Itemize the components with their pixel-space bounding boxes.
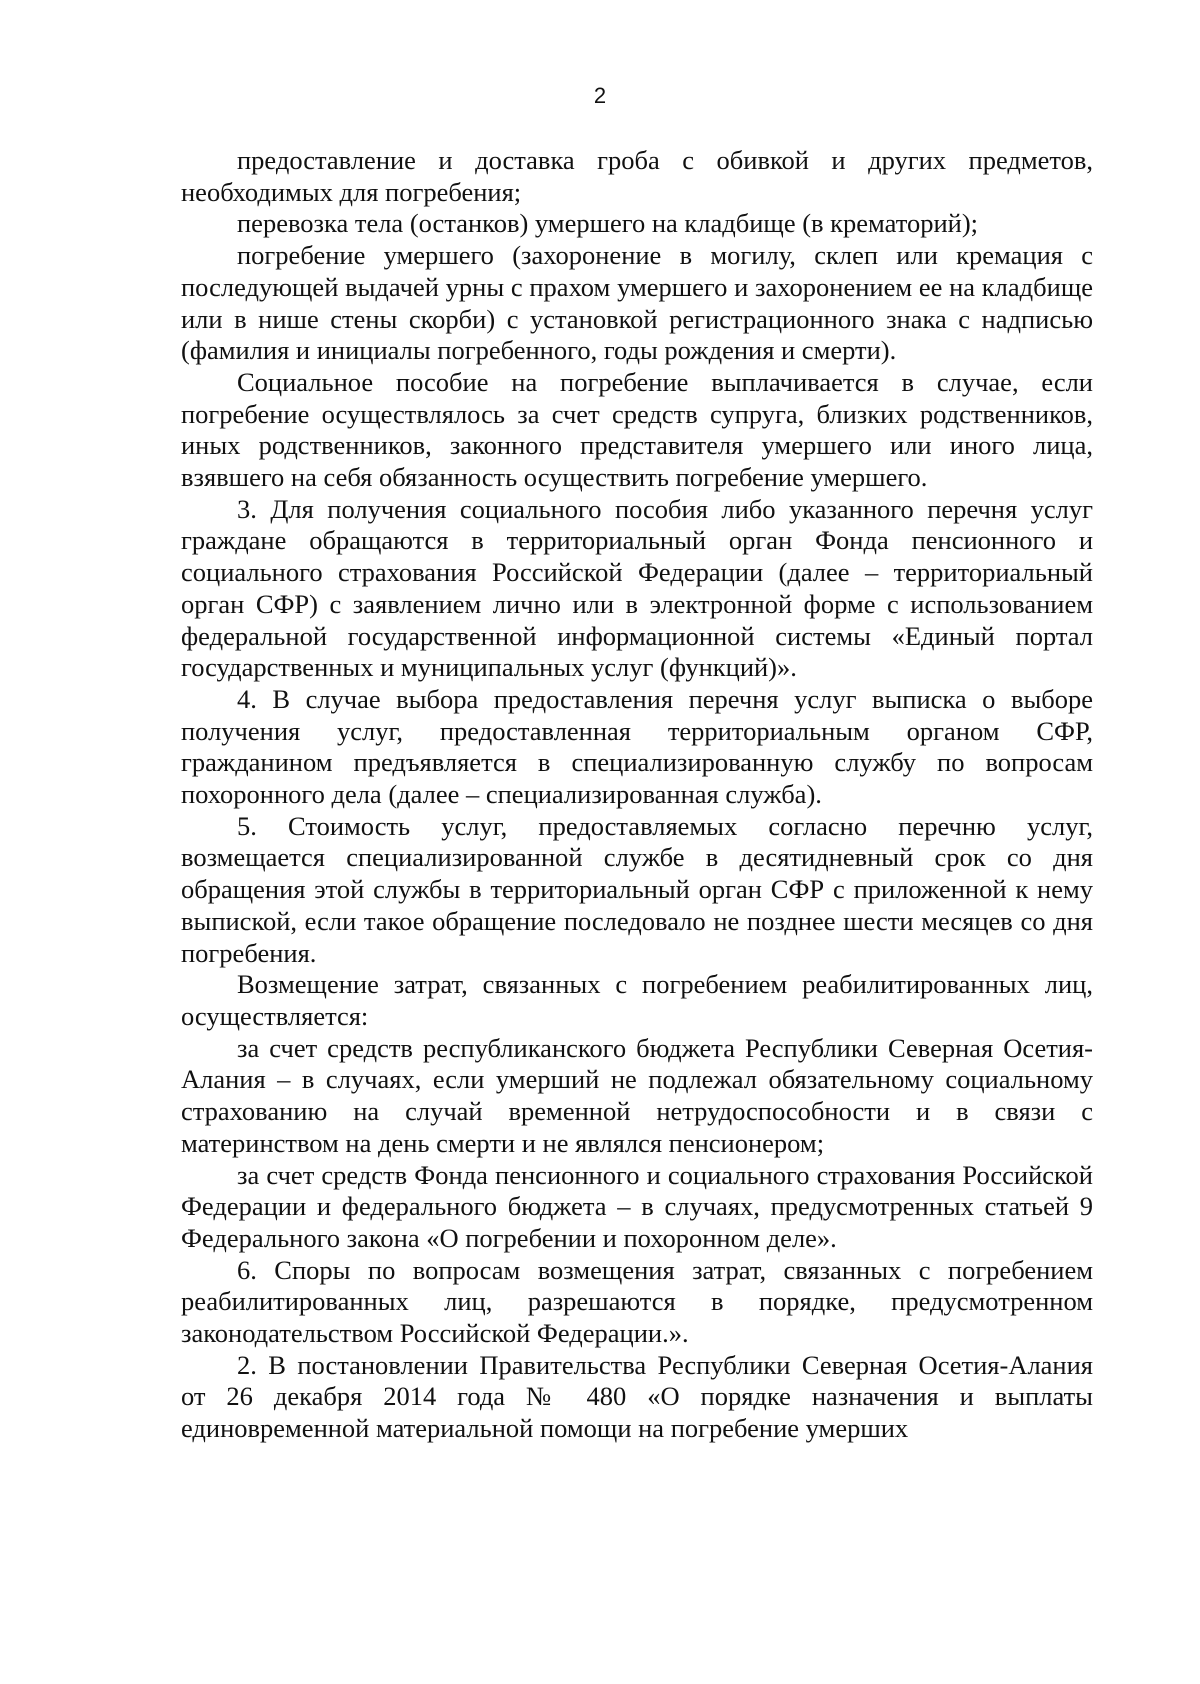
paragraph-item-4: 4. В случае выбора предоставления перечня услуг выписка о выборе получения услуг, предоставленная территориальным органом СФР, гражданином предъявляется в специализированную службу по вопросам похоронного дела (далее – специализированная служба). [181, 683, 1093, 810]
document-body [181, 145, 1093, 1445]
paragraph-item-3: 3. Для получения социального пособия либо указанного перечня услуг граждане обращаются в территориальный орган Фонда пенсионного и социального страхования Российской Федерации (далее – территориальный орган СФР) с заявлением лично или в электронной форме с использованием федеральной государственной информационной системы «Единый портал государственных и муниципальных услуг (функций)». [181, 493, 1093, 683]
paragraph-social-allowance: Социальное пособие на погребение выплачивается в случае, если погребение осуществлялось за счет средств супруга, близких родственников, иных родственников, законного представителя умершего или иного лица, взявшего на себя обязанность осуществить погребение умершего. [181, 366, 1093, 493]
paragraph-federal-fund: за счет средств Фонда пенсионного и социального страхования Российской Федерации и федерального бюджета – в случаях, предусмотренных статьей 9 Федерального закона «О погребении и похоронном деле». [181, 1159, 1093, 1253]
paragraph-republic-budget: за счет средств республиканского бюджета Республики Северная Осетия-Алания – в случаях, если умерший не подлежал обязательному социальному страхованию на случай временной нетрудоспособности и в связи с материнством на день смерти и не являлся пенсионером; [181, 1032, 1093, 1158]
page-number: 2 [593, 83, 607, 108]
paragraph-reimbursement: Возмещение затрат, связанных с погребением реабилитированных лиц, осуществляется: [181, 969, 1093, 1031]
paragraph-coffin-delivery: предоставление и доставка гроба с обивкой и других предметов, необходимых для погребения; [181, 145, 1093, 207]
paragraph-burial: погребение умершего (захоронение в могилу, склеп или кремация с последующей выдачей урны с прахом умершего и захоронением ее на кладбище или в нише стены скорби) с установкой регистрационного знака с надписью (фамилия и инициалы погребенного, годы рождения и смерти). [181, 240, 1093, 366]
paragraph-item-6: 6. Споры по вопросам возмещения затрат, связанных с погребением реабилитированных лиц, разрешаются в порядке, предусмотренном законодательством Российской Федерации.». [181, 1254, 1093, 1349]
paragraph-item-5: 5. Стоимость услуг, предоставляемых согласно перечню услуг, возмещается специализированной службе в десятидневный срок со дня обращения этой службы в территориальный орган СФР с приложенной к нему выпиской, если такое обращение последовало не позднее шести месяцев со дня погребения. [181, 810, 1093, 968]
paragraph-resolution-2: 2. В постановлении Правительства Республики Северная Осетия-Алания от 26 декабря 2014 года № 480 «О порядке назначения и выплаты единовременной материальной помощи на погребение умерших [181, 1349, 1093, 1444]
paragraph-body-transport: перевозка тела (останков) умершего на кладбище (в крематорий); [237, 208, 979, 239]
